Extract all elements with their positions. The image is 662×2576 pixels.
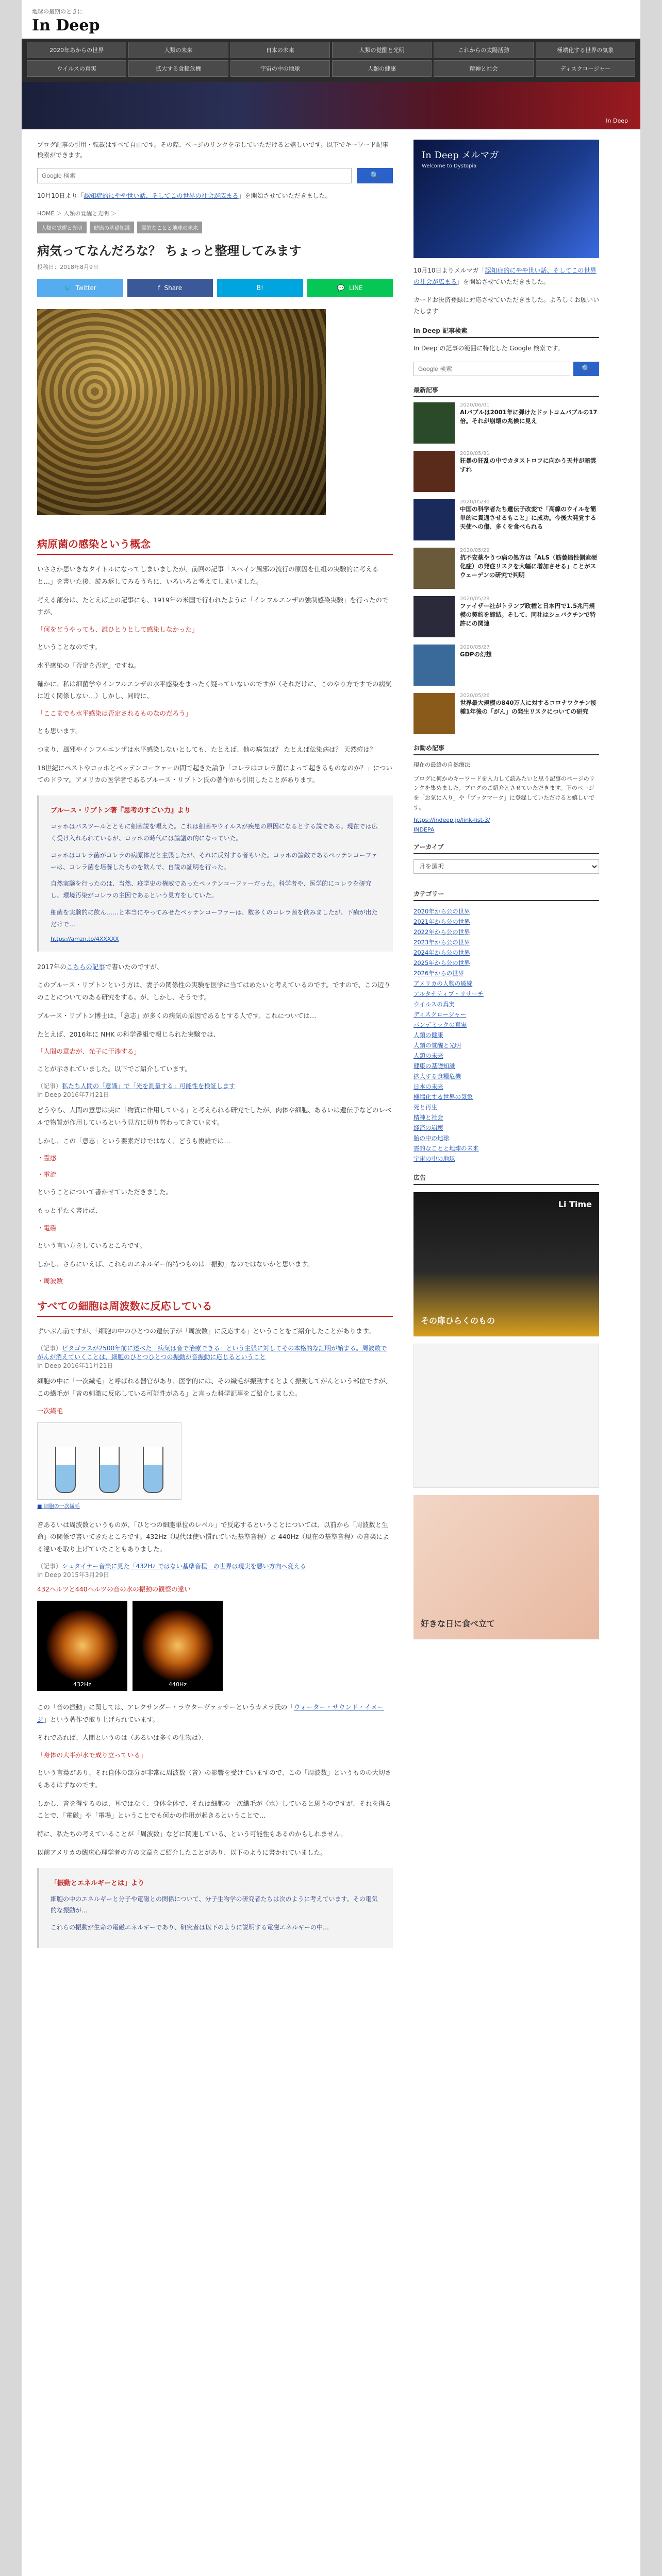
nav-row-1	[27, 42, 635, 58]
recent-post-item[interactable]	[413, 693, 599, 734]
article-reference	[37, 1562, 393, 1579]
nav-item[interactable]: 拡大する食糧危機	[128, 60, 228, 77]
sidebar-heading: In Deep 記事検索	[413, 326, 599, 338]
recent-post-info	[460, 451, 599, 492]
paragraph: ということについて書かせていただきました。	[37, 1188, 173, 1196]
category-tags	[37, 222, 393, 233]
main-column	[37, 140, 393, 1957]
post-title: 病気ってなんだろな？ ちょっと整理してみます	[37, 244, 302, 259]
paragraph: しかし、この「意志」という要素だけではなく、どうも複雑では…	[37, 1137, 230, 1145]
banner-subtitle: Welcome to Dystopia	[422, 163, 477, 169]
category-list-item[interactable]: 2024年から公の世界	[413, 949, 470, 957]
category-list-item[interactable]: 精神と社会	[413, 1114, 443, 1122]
recent-post-item[interactable]	[413, 548, 599, 589]
frequency-label: 440Hz	[168, 1681, 187, 1688]
nav-item[interactable]: 人類の健康	[332, 60, 432, 77]
hero-banner	[22, 82, 640, 129]
quote-paragraph: これらの振動が生命の電磁エネルギーであり、研究者は以下のように説明する電磁エネルギーの中…	[51, 1924, 329, 1931]
inline-link[interactable]: ウォーター・サウンド・イメージ	[37, 1703, 384, 1723]
paragraph: 確かに、私は細菌学やインフルエンザの水平感染をまったく疑っていないのですが（それだけに、このやり方ですでの病気に近く関係しない…）しかし、同時に、	[37, 680, 392, 700]
category-list-item[interactable]: 2026年からの世界	[413, 970, 465, 977]
ref-link[interactable]: 私たち人間の「意識」で「光を測量する」可能性を検証します	[62, 1082, 236, 1090]
category-list-item[interactable]: 人類の覚醒と光明	[413, 1042, 461, 1049]
ref-meta: In Deep 2016年7月21日	[37, 1091, 109, 1099]
nav-item[interactable]: これからの太陽活動	[434, 42, 533, 58]
paragraph	[37, 1701, 393, 1726]
category-list	[413, 906, 599, 1164]
category-list-item[interactable]: 2022年から公の世界	[413, 928, 470, 936]
crowd-image	[37, 309, 326, 515]
recent-post-item[interactable]	[413, 596, 599, 637]
text: で書いたのですが、	[105, 962, 163, 971]
paragraph	[37, 961, 393, 973]
recent-post-thumbnail	[413, 645, 455, 686]
fav-link[interactable]: https://indeep.jp/link-list-3/	[413, 817, 490, 824]
paragraph: 音あるいは周波数というものが、「ひとつの細胞単位のレベル」で反応するということについては、以前から「周波数と生命」の関係で書いてきたところです。432Hz（現代は使い慣れていた基準音程）と 440Hz（現在の基準音程）の音楽による違いを取り上げていたこともありました。	[37, 1520, 389, 1553]
paragraph: ブルース・リプトン博士は、「意志」が多くの病気の原因であるとする人です。これについては…	[37, 1011, 317, 1020]
highlight-quote: 「身体の大半が水で成り立っている」	[37, 1751, 147, 1759]
paragraph: 以前アメリカの臨床心理学者の方の文章をご紹介したことがあり、以下のように書かれていました。	[37, 1848, 327, 1856]
paragraph: 18世紀にペストやコッホとペッテンコーファーの間で起きた論争「コレラはコレラ菌によって起きるものなのか？」についてのドラマ。アメリカの医学者であるブルース・リプトン氏の著作から引用したことがあります。	[37, 764, 392, 784]
page	[22, 0, 640, 2576]
share-buttons	[37, 279, 393, 297]
text: 2017年の	[37, 962, 67, 971]
category-list-item[interactable]: 胎の中の地球	[413, 1134, 449, 1142]
fav-subtitle: 現在の最終の自然療法	[413, 761, 470, 768]
highlight-quote: 「何をどうやっても、誰ひとりとして感染しなかった」	[37, 625, 198, 634]
paragraph: とも思います。	[37, 727, 82, 735]
nav-item[interactable]: 宇宙の中の地球	[230, 60, 330, 77]
category-list-item[interactable]: 霊的なことと地球の未来	[413, 1145, 479, 1153]
tube-illustration	[99, 1447, 120, 1493]
feature-image	[37, 309, 326, 515]
nav-item[interactable]: 人類の覚醒と光明	[332, 42, 432, 58]
intro-text: ブログ記事の引用・転載はすべて自由です。その際、ページのリンクを示していただけると嬉しいです。以下でキーワード記事検索ができます。	[37, 141, 389, 159]
recent-post-title[interactable]: GDPの幻想	[460, 650, 492, 658]
paragraph: 水平感染の「否定を否定」ですね。	[37, 661, 141, 669]
quote-paragraph: コッホはパスツールとともに細菌説を唱えた。これは細菌やウイルスが疾患の原因になるとする説である。現在では広く受け入れられているが、コッホの時代には論議の的になっていた。	[51, 823, 378, 842]
site-tagline: 地球の最期のときに	[32, 8, 83, 15]
line-icon: 💬	[337, 284, 345, 292]
paragraph: それであれば、人間というのは（あるいは多くの生物は）、	[37, 1734, 208, 1742]
quote-title: ブルース・リプトン著『思考のすごい力』より	[51, 807, 191, 815]
recent-post-title[interactable]: 中国の科学者たち遺伝子改変で「高線のウイルを簡単的に貫通させるもこと」に成功。今後大発覚する天使への傷、多くを食べられる	[460, 505, 597, 531]
category-list-item[interactable]: 人類の未来	[413, 1052, 443, 1060]
recent-post-thumbnail	[413, 693, 455, 734]
recent-post-date: 2020/05/30	[460, 499, 490, 505]
recent-post-info	[460, 548, 599, 589]
sidebar-search	[413, 362, 599, 376]
paragraph: もっと平たく書けば、	[37, 1207, 102, 1215]
quote-paragraph: 細菌を実験的に飲ん……と本当にやってみせたペッテンコーファーは、数多くのコレラ菌を飲みましたが、下痢が出ただけで…	[51, 908, 378, 928]
diagram-title: 一次繊毛	[37, 1406, 63, 1415]
list-item: ・周波数	[37, 1277, 63, 1285]
paragraph: ということなのです。	[37, 643, 102, 651]
post-date: 投稿日：2018年8月9日	[37, 264, 98, 271]
recent-post-item[interactable]	[413, 402, 599, 444]
recent-post-item[interactable]	[413, 645, 599, 686]
paragraph: いささか思いきなタイトルになってしまいましたが、前回の記事「スペイン風邪の流行の原因を仕組の実験的に考えると…」を書いた後、読み返してみるうちに、いろいろと考えてしまいました。	[37, 565, 379, 585]
nav-item[interactable]: 極端化する世界の気象	[536, 42, 635, 58]
quote-box	[37, 1868, 393, 1948]
facebook-label: Share	[164, 284, 183, 292]
ref-meta: In Deep 2016年11月21日	[37, 1362, 113, 1370]
nav-item[interactable]: 人類の未来	[128, 42, 228, 58]
section-heading: 病原菌の感染という概念	[37, 536, 393, 555]
category-tag[interactable]: 健康の基礎知識	[90, 222, 134, 233]
search-description: In Deep の記事の範囲に特化した Google 検索です。	[413, 345, 564, 352]
paragraph: しかし、さらにいえば、これらのエネルギー的特つものは「振動」なのではないかと思います。	[37, 1260, 314, 1268]
text: この「音の振動」に関しては、アレクサンダー・ラウターヴァッサーというカメラ氏の「	[37, 1703, 294, 1711]
quote-paragraph: コッホはコレラ菌がコレラの病原体だと主張したが、それに反対する者もいた。コッホの論敵であるペッテンコーファーは、コレラ菌を培養したものを飲んで、自説の証明を行った。	[51, 851, 378, 871]
category-list-item[interactable]: 2025年から公の世界	[413, 959, 470, 967]
figure-title: 432ヘルツと440ヘルツの音の水の振動の観察の違い	[37, 1585, 191, 1593]
recent-post-info	[460, 645, 492, 686]
nav-row-2	[27, 60, 635, 77]
ref-label: （記事）	[37, 1562, 62, 1570]
paragraph: 特に、私たちの考えていることが「周波数」などに関連している、という可能性もあるのかもしれません。	[37, 1830, 347, 1838]
ad-brand: Li Time	[558, 1199, 592, 1210]
search-input[interactable]	[37, 168, 352, 183]
recent-post-thumbnail	[413, 596, 455, 637]
fav-label[interactable]: INDEPA	[413, 826, 435, 834]
facebook-icon: f	[158, 284, 160, 292]
line-label: LINE	[349, 284, 363, 292]
paragraph: 細胞の中に「一次繊毛」と呼ばれる器官があり、医学的には、その繊毛が振動するとよく振動してがんという部位ですが、この繊毛が「音の刺激に反応している可能性がある」と言った科学記事をご紹介しました。	[37, 1377, 392, 1397]
paragraph: たとえば、2016年に NHK の科学番組で報じられた実験では、	[37, 1030, 220, 1038]
ref-label: （記事）	[37, 1082, 62, 1090]
recent-post-title[interactable]: 狂暴の狂乱の中でカタストロフに向かう天井が暗雲すれ	[460, 456, 597, 473]
category-list-item[interactable]: 宇宙の中の地球	[413, 1155, 455, 1163]
text: 」という著作で取り上げられています。	[43, 1715, 159, 1723]
highlight-quote: 「人間の意志が、光子に干渉する」	[37, 1047, 141, 1056]
recent-posts	[413, 402, 599, 734]
paragraph: どうやら、人間の意思は実に「物質に作用している」と考えられる研究でしたが、肉体や細胞、あるいは遺伝子などのレベルで物質が作用しているという見方に切り替わってきています。	[37, 1106, 392, 1126]
quote-paragraph: 細胞の中のエネルギーと分子や電磁との関係について、分子生物学の研究者たちは次のように考えています。その電気的な振動が…	[51, 1895, 378, 1914]
sidebar-search-input[interactable]	[413, 362, 570, 376]
twitter-share-button[interactable]	[37, 279, 123, 297]
recent-post-title[interactable]: ファイザー社がトランプ政権と日本円で1.5兆円規模の契約を締結。そして、同社はシュバクチンで特許にの関連	[460, 602, 596, 628]
intro	[37, 140, 393, 161]
mag-notice-text	[37, 191, 393, 201]
breadcrumb[interactable]: HOME ＞ 人類の覚醒と光明 ＞	[37, 210, 117, 217]
paragraph: ことが示されていました。以下でご紹介しています。	[37, 1065, 192, 1073]
twitter-icon: 🐦	[63, 284, 72, 292]
hero-tag: In Deep	[606, 117, 628, 124]
list-item: ・電磁	[37, 1224, 57, 1232]
facebook-share-button[interactable]	[127, 279, 213, 297]
water-pattern	[46, 1609, 119, 1682]
list-item: ・電流	[37, 1171, 57, 1179]
category-list-item[interactable]: パンデミックの真実	[413, 1021, 467, 1029]
content-layout	[22, 129, 640, 1968]
mag-prefix: 10月10日より「	[37, 192, 84, 199]
category-tag[interactable]: 霊的なことと地球の未来	[137, 222, 202, 233]
category-list-item[interactable]: 2021年から公の世界	[413, 918, 470, 926]
newsletter-link[interactable]: 認知症的にやや世い話、そしてこの世界の社会が広まる	[413, 267, 597, 285]
site-title[interactable]: In Deep	[32, 16, 100, 35]
ad-banner[interactable]	[413, 1192, 599, 1336]
archive-select[interactable]	[413, 859, 599, 874]
water-pattern	[142, 1609, 214, 1682]
search-box	[37, 168, 393, 183]
sidebar-heading: 広告	[413, 1173, 599, 1185]
twitter-label: Twitter	[75, 284, 96, 292]
article-reference	[37, 1344, 393, 1370]
figure-caption[interactable]: ■ 細胞の一次繊毛	[37, 1503, 80, 1510]
paragraph: 考える部分は、たとえば上の記事にも、1919年の米国で行われたように「インフルエンザの強制感染実験」を行ったのですが、	[37, 596, 389, 616]
ref-label: （記事）	[37, 1345, 62, 1352]
category-tag[interactable]: 人類の覚醒と光明	[37, 222, 87, 233]
recent-post-date: 2020/05/26	[460, 692, 490, 699]
quote-paragraph: 自然実験を行ったのは、当然、疫学史の権威であったペッテンコーファーだった。科学者や、医学的にコレラを研究し、環境汚染がコレラの主因であるという見方をしていた。	[51, 880, 372, 900]
recent-post-thumbnail	[413, 548, 455, 589]
recent-post-info	[460, 596, 599, 637]
frequency-image-440	[133, 1601, 223, 1691]
fav-description: ブログに何かのキーワードを入力して読みたいと思う記事のページのリンクを集めました。ブログのご紹介とさせていただきます。下のページを「お気に入り」や「ブックマーク」に登録していただけると嬉しいです。	[413, 775, 595, 811]
quote-title: 「振動とエネルギーとは」より	[51, 1879, 145, 1887]
recent-post-date: 2020/05/28	[460, 596, 490, 602]
ref-meta: In Deep 2015年3月29日	[37, 1571, 109, 1579]
recent-post-title[interactable]: 世界最大規模の840万人に対するコロナワクチン接種1年後の「がん」の発生リスクについての研究	[460, 699, 597, 716]
hatena-share-button[interactable]	[217, 279, 303, 297]
banner-title: In Deep メルマガ	[422, 150, 499, 161]
section-heading: すべての細胞は周波数に反応している	[37, 1298, 393, 1317]
sidebar-search-button[interactable]: 🔍	[573, 362, 599, 376]
paragraph: ずいぶん前ですが、「細胞の中のひとつの遺伝子が「周波数」に反応する」ということをご紹介したことがあります。	[37, 1327, 375, 1335]
article-reference	[37, 1081, 393, 1099]
sidebar	[413, 140, 599, 1957]
search-button[interactable]: 🔍	[357, 168, 393, 183]
tube-illustration	[143, 1447, 163, 1493]
ad-text: その扉ひらくのもの	[421, 1316, 495, 1326]
paragraph: このブルース・リプトンという方は、妻子の関係性の実験を医学に当てはめたいと考えているのです。ですので、この辺りのことについてのある研究をする。が、しかし、そうです。	[37, 981, 391, 1002]
category-list-item[interactable]: 死と再生	[413, 1104, 437, 1111]
inline-link[interactable]: こちらの記事	[66, 962, 105, 971]
ref-link[interactable]: ピタゴラスが2500年前に述べた「病気は音で治療できる」という主張に対してその本格的な証明が始まる。周波数でがんが消えていくことは、細胞のひとつひとつの振動が音振動に応じるということ	[37, 1345, 387, 1361]
sidebar-heading: アーカイブ	[413, 842, 599, 854]
recent-post-date: 2020/06/01	[460, 402, 490, 408]
payment-note: カードお決済登録に対応させていただきました。よろしくお願いいたします	[413, 296, 600, 315]
category-list-item[interactable]: 日本の未来	[413, 1083, 443, 1091]
category-list-item[interactable]: 拡大する食糧危機	[413, 1073, 461, 1080]
newsletter-banner[interactable]	[413, 140, 599, 258]
nav-item[interactable]: 精神と社会	[434, 60, 533, 77]
main-nav	[22, 39, 640, 82]
hatena-label: B!	[256, 284, 263, 292]
quote-box	[37, 795, 393, 951]
recent-post-date: 2020/05/29	[460, 547, 490, 553]
nav-item[interactable]: 2020年あからの世界	[27, 42, 126, 58]
recent-post-thumbnail	[413, 402, 455, 444]
category-list-item[interactable]: 経済の崩壊	[413, 1124, 443, 1132]
nav-item[interactable]: 日本の未来	[230, 42, 330, 58]
site-header	[22, 0, 640, 39]
sidebar-heading: カテゴリー	[413, 889, 599, 901]
cilia-diagram	[37, 1422, 181, 1500]
recent-post-title[interactable]: AIバブルは2001年に弾けたドットコムバブルの17倍。それが崩壊の兆候に見え	[460, 408, 598, 425]
recent-post-info	[460, 402, 599, 444]
ad-banner[interactable]	[413, 1495, 599, 1639]
ad-text: 好きな日に食べ立て	[421, 1619, 495, 1629]
category-list-item[interactable]: 人類の健康	[413, 1031, 443, 1039]
paragraph: つまり、風邪やインフルエンザは水平感染しないとしても、たとえば、他の病気は？ たとえば伝染病は？ 天然痘は？	[37, 745, 376, 753]
recent-post-item[interactable]	[413, 499, 599, 540]
category-list-item[interactable]: アルタナティブ・リサーチ	[413, 990, 484, 998]
mag-suffix: 」を開始させていただきました。	[238, 192, 332, 199]
text: 10月10日よりメルマガ「	[413, 267, 485, 274]
frequency-image-432	[37, 1601, 127, 1691]
sidebar-heading: 最新記事	[413, 385, 599, 397]
paragraph: という言い方をしているところです。	[37, 1241, 146, 1249]
paragraph: という言葉があり、それ自体の部分が非常に周波数（音）の影響を受けていますので、この「周波数」というものの大切さもあるはずなのです。	[37, 1769, 392, 1789]
recent-post-date: 2020/05/31	[460, 450, 490, 456]
mag-link[interactable]: 認知症的にやや世い話、そしてこの世界の社会が広まる	[84, 192, 239, 199]
list-item: ・霊感	[37, 1154, 57, 1162]
mag-notice	[37, 191, 393, 201]
line-share-button[interactable]	[307, 279, 393, 297]
nav-item[interactable]: ディスクロージャー	[536, 60, 635, 77]
frequency-images	[37, 1601, 393, 1691]
category-list-item[interactable]: ウイルスの真実	[413, 1001, 455, 1008]
highlight-quote: 「ここまでも水平感染は否定されるものなのだろう」	[37, 709, 192, 718]
quote-source-link[interactable]: https://amzn.to/4XXXXX	[51, 935, 119, 942]
recent-post-title[interactable]: 抗不安薬やうつ病の処方は「ALS（筋萎縮性側索硬化症）の発症リスクを大幅に増加させる」ことがスウェーデンの研究で判明	[460, 553, 598, 579]
category-list-item[interactable]: 健康の基礎知識	[413, 1062, 455, 1070]
category-list-item[interactable]: ディスクロージャー	[413, 1011, 467, 1019]
recent-post-item[interactable]	[413, 451, 599, 492]
category-list-item[interactable]: 極端化する世界の気象	[413, 1093, 473, 1101]
category-list-item[interactable]: 2023年から公の世界	[413, 939, 470, 946]
recent-post-thumbnail	[413, 499, 455, 540]
category-list-item[interactable]: アメリカの人物の破綻	[413, 980, 473, 988]
ad-banner[interactable]	[413, 1344, 599, 1488]
newsletter-text	[413, 265, 599, 287]
tube-illustration	[55, 1447, 76, 1493]
text: 」を開始させていただきました。	[457, 278, 550, 285]
recent-post-date: 2020/05/27	[460, 644, 490, 650]
paragraph: しかし、音を得するのは、耳ではなく、身体全体で、それは細胞の一次繊毛が（水）していると思うのですが、それを得ることで、「電磁」や「電場」ということでも何かの作用が起きるということで…	[37, 1799, 392, 1820]
recent-post-thumbnail	[413, 451, 455, 492]
ref-link[interactable]: シュタイナー音楽に見た「432Hz ではない基準音程」の世界は現実を悪い方向へ変える	[62, 1562, 306, 1570]
sidebar-heading: お勧め記事	[413, 743, 599, 755]
recent-post-info	[460, 499, 599, 540]
frequency-label: 432Hz	[73, 1681, 92, 1688]
recent-post-info	[460, 693, 599, 734]
category-list-item[interactable]: 2020年から公の世界	[413, 908, 470, 916]
nav-item[interactable]: ウイルスの真実	[27, 60, 126, 77]
